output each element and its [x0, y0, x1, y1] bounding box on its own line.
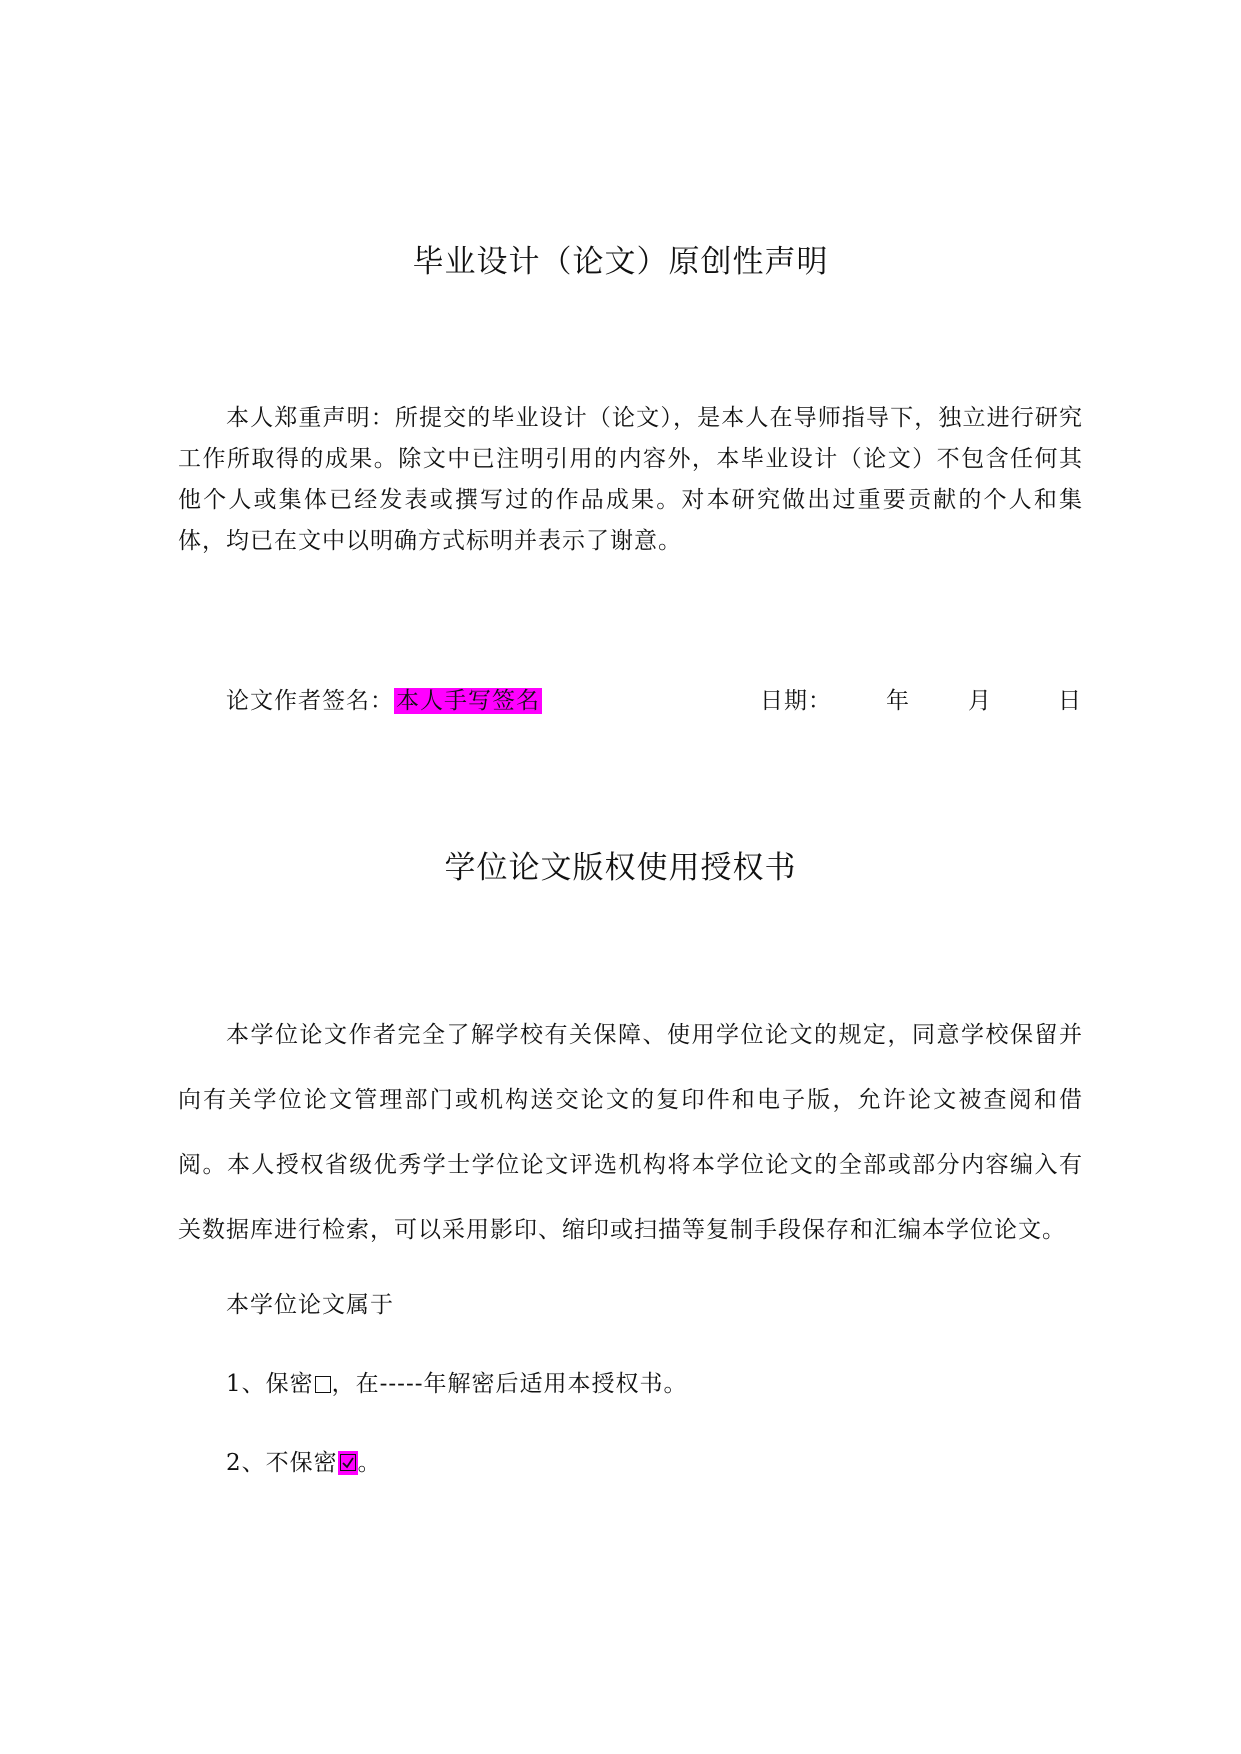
declaration-title: 毕业设计（论文）原创性声明: [412, 244, 829, 280]
month-label: 月: [968, 688, 992, 714]
day-label: 日: [1058, 688, 1082, 714]
classified-checkbox-icon[interactable]: [315, 1376, 331, 1393]
year-blank[interactable]: -----: [379, 1371, 424, 1397]
option-unclassified: [226, 1444, 382, 1477]
option-classified: [226, 1365, 688, 1398]
signature-line: [226, 682, 1086, 715]
signature-value: 本人手写签名: [396, 688, 540, 714]
belongs-label: 本学位论文属于: [226, 1292, 394, 1318]
option-classified-prefix: 1、保密: [226, 1371, 314, 1397]
declaration-body: 本人郑重声明：所提交的毕业设计（论文），是本人在导师指导下，独立进行研究工作所取得的成果。除文中已注明引用的内容外，本毕业设计（论文）不包含任何其他个人或集体已经发表或撰写过的作品成果。对本研究做出过重要贡献的个人和集体，均已在文中以明确方式标明并表示了谢意。: [178, 405, 1083, 554]
option-classified-suffix: 年解密后适用本授权书。: [423, 1371, 688, 1397]
authorization-title: 学位论文版权使用授权书: [444, 850, 797, 886]
authorization-body: 本学位论文作者完全了解学校有关保障、使用学位论文的规定，同意学校保留并向有关学位论文管理部门或机构送交论文的复印件和电子版，允许论文被查阅和借阅。本人授权省级优秀学士学位论文评选机构将本学位论文的全部或部分内容编入有关数据库进行检索，可以采用影印、缩印或扫描等复制手段保存和汇编本学位论文。: [178, 1022, 1083, 1243]
signature-label: 论文作者签名：: [226, 688, 394, 714]
year-label: 年: [886, 688, 910, 714]
date-label: 日期：: [760, 688, 832, 714]
unclassified-checkbox-checked-icon[interactable]: [338, 1451, 358, 1475]
option-unclassified-prefix: 2、不保密: [226, 1450, 338, 1476]
option-classified-middle: ，在: [331, 1371, 380, 1397]
date-group: [760, 682, 1082, 715]
option-unclassified-suffix: 。: [357, 1450, 382, 1476]
